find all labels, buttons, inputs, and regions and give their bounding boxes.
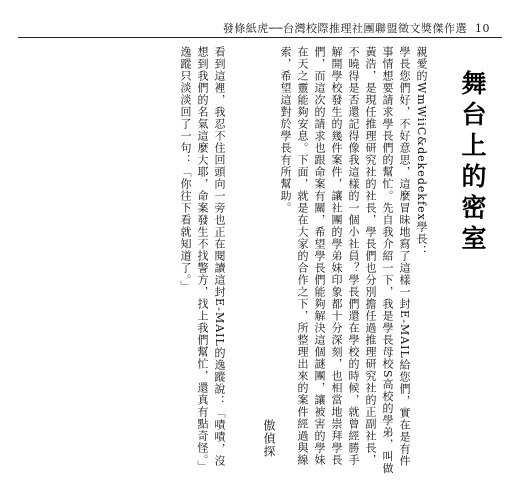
narration-paragraph: 看到這裡，我忍不住回頭向一旁也正在閱讀這封E-MAIL的逸蹤說：「嘖嘖，沒想到我們的名氣這麼大耶，命案發生不找警方，找上我們幫忙，還真有點奇怪。」 [196, 46, 226, 473]
section-gap [228, 46, 260, 476]
chapter-title: 舞台上的密室 [458, 70, 487, 256]
letter-signature: 傲偵探 [262, 419, 276, 458]
letter-paragraph: 學長您們好，不好意思，這麼冒昧地寫了這樣一封E-MAIL給您們，實在是有件事情想要請求學長們的幫忙。先自我介紹一下，我是學長母校S高校的學弟，叫做黃浩，是現任推理研究社的社長，學長們也分別擔任過推理研究社的正副社長，不曉得是否還記得像我這樣的一個小社員？學長們還在學校的時候，就曾經勝手解開學校發生的幾件案件，讓社團的學弟妹印象都十分深刻，也相當地崇拜學長們，而這次的請求也跟命案有關，希望學長們能夠解決這個謎團，讓被害的學妹在天之靈能夠安息。下面，就是在大家的合作之下，所整理出來的案件經過與線索，希望這對於學長有所幫助。 [279, 46, 411, 475]
narration-paragraph: 逸蹤只淡淡回了一句：「你往下看就知道了。」 [179, 46, 192, 293]
running-header [223, 20, 490, 36]
page-number: 10 [475, 22, 490, 35]
letter-salutation: 親愛的WmWiiC&dekedekfex學長： [415, 46, 428, 257]
running-title: 發條紙虎──台灣校際推理社團聯盟徵文獎傑作選 [222, 22, 467, 35]
header-rule [18, 37, 502, 38]
vertical-text-body [177, 46, 430, 476]
